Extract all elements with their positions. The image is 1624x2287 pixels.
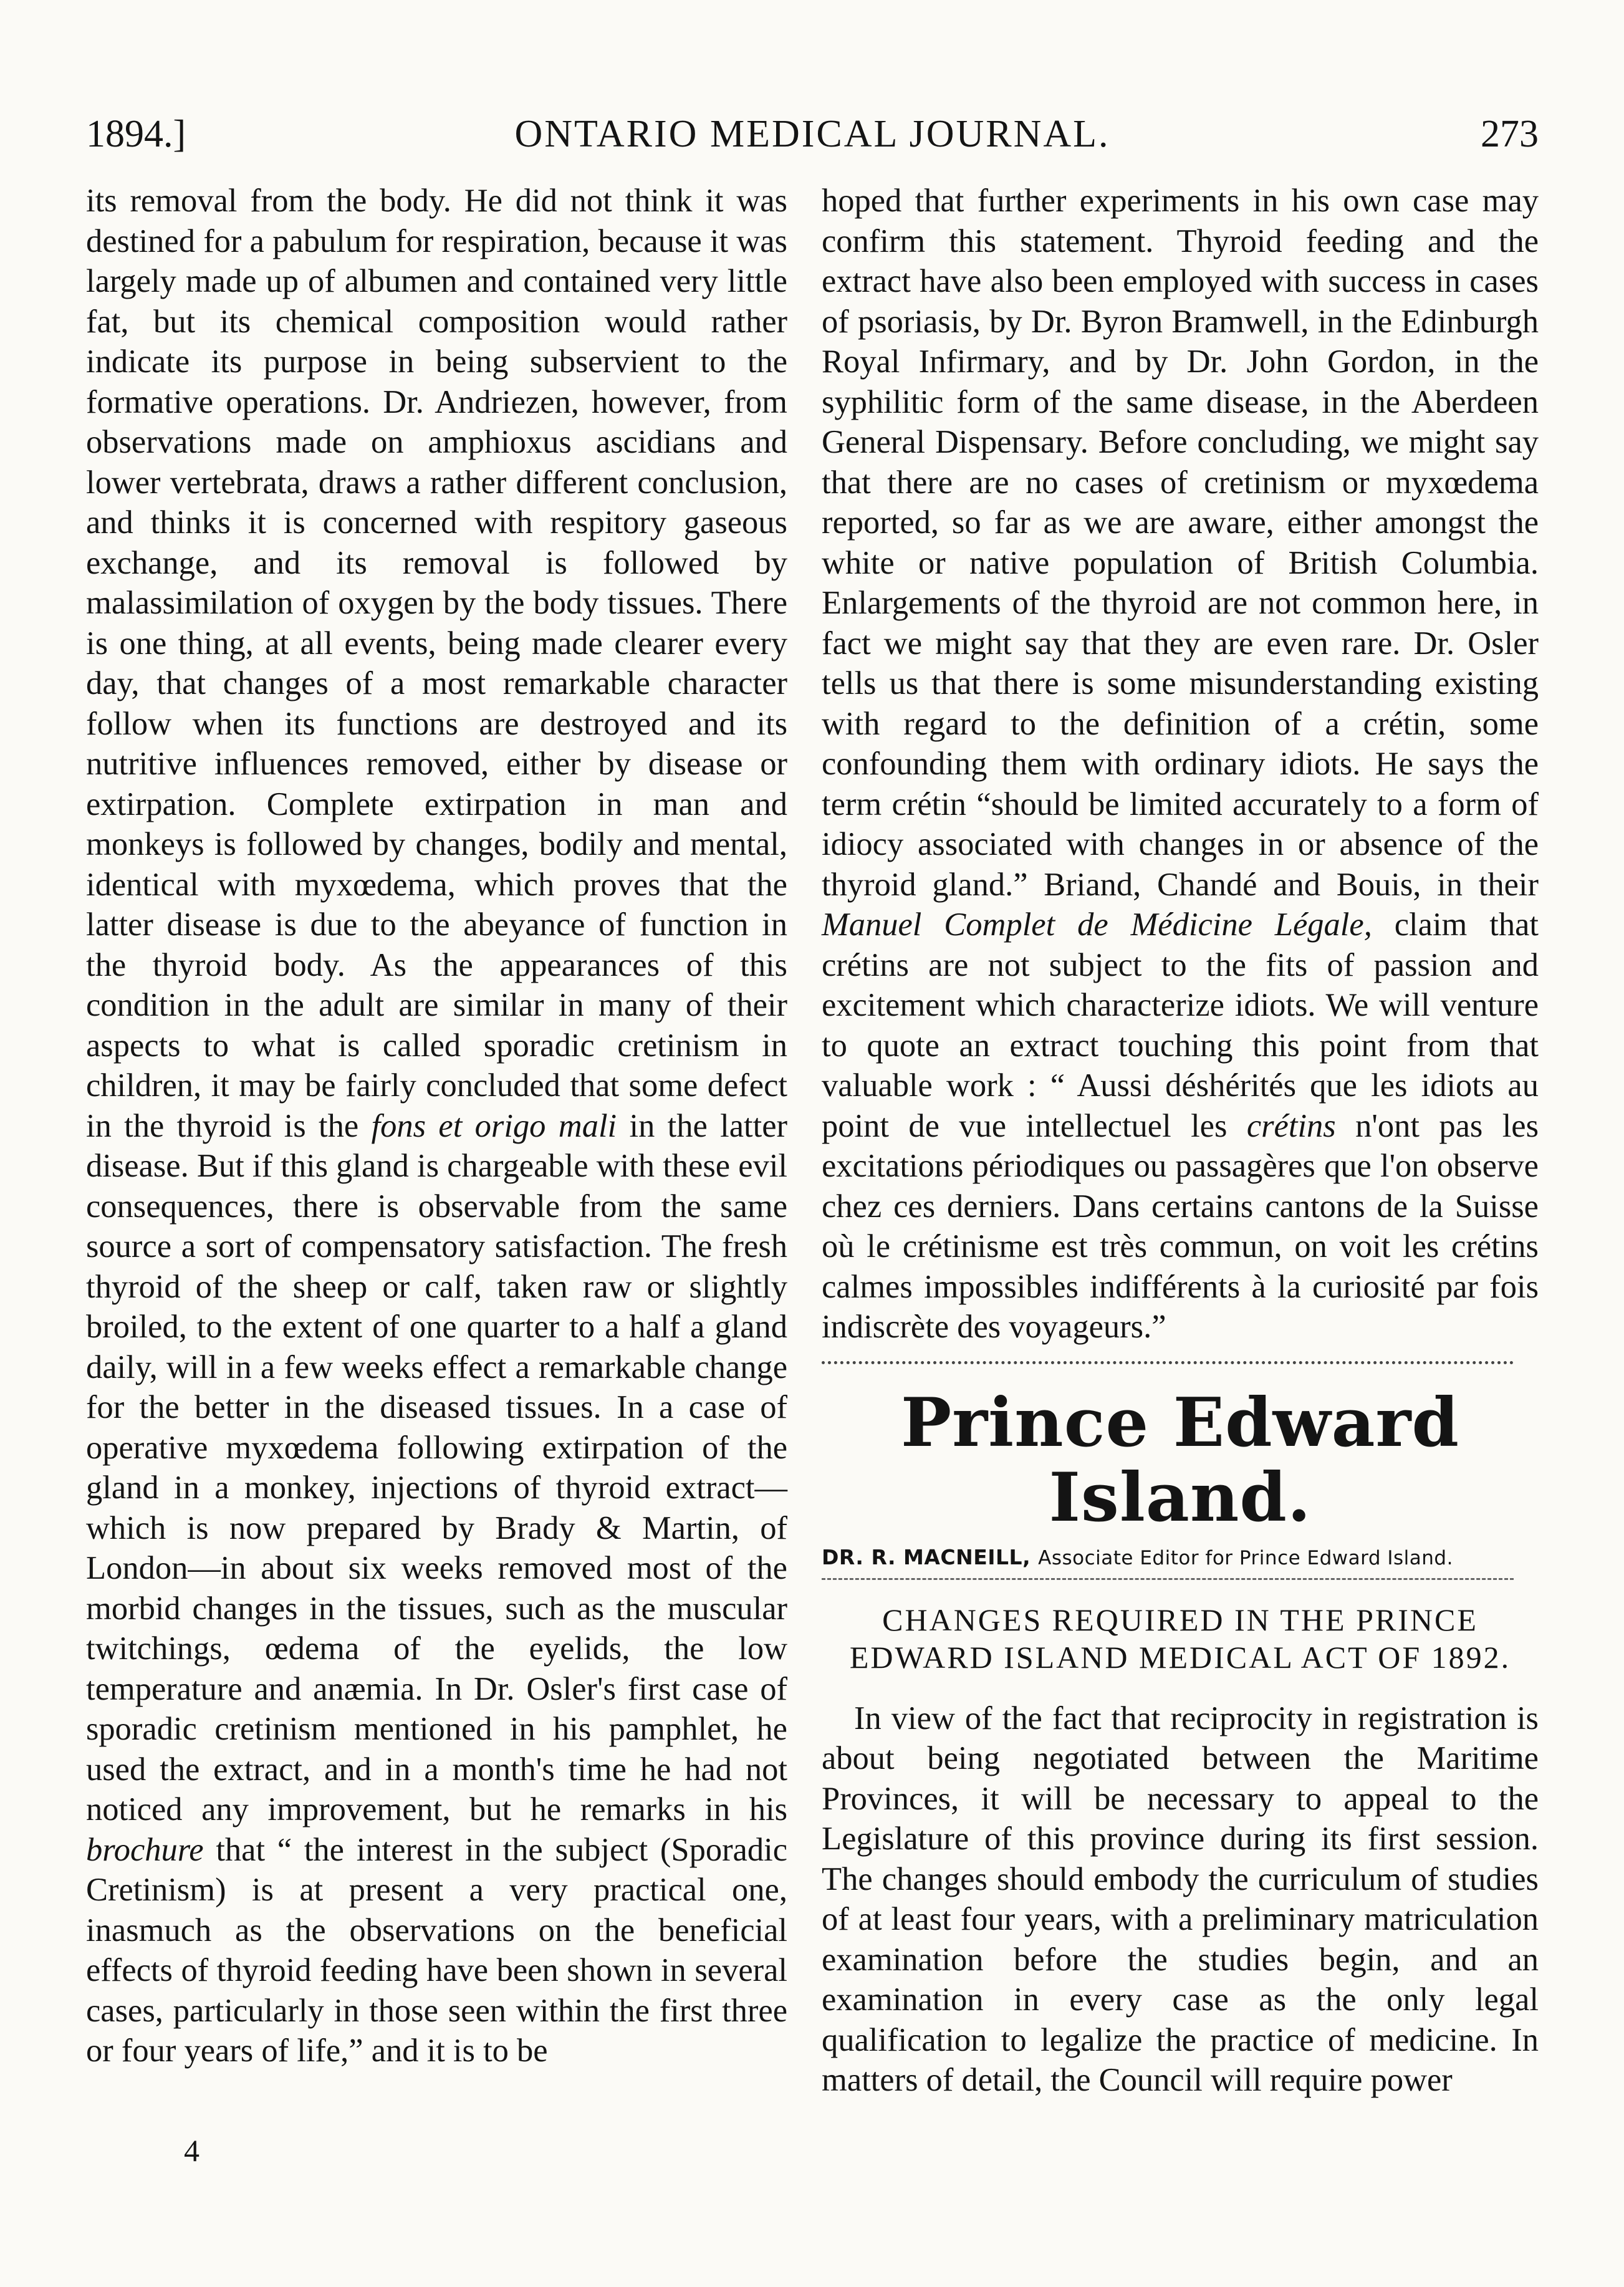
byline-role: Associate Editor for Prince Edward Island.: [1038, 1546, 1453, 1569]
byline-name: DR. R. MACNEILL,: [822, 1544, 1031, 1569]
byline: [822, 1545, 1539, 1569]
left-column: [86, 181, 787, 2071]
article-title: CHANGES REQUIRED IN THE PRINCE EDWARD ISLAND MEDICAL ACT OF 1892.: [849, 1602, 1511, 1675]
left-text-c: that “ the interest in the subject (Sporadic Cretinism) is at present a very practical one, inasmuch as the observations on the beneficial effects of thyroid feeding have been shown in several cases, particularly in those seen within the first three or four years of life,” and it is to be: [86, 1831, 787, 2069]
folio-mark: 4: [184, 2133, 199, 2168]
journal-title: ONTARIO MEDICAL JOURNAL.: [514, 113, 1110, 155]
left-text-b: in the latter disease. But if this gland is chargeable with these evil consequences, there is observable from the same source a sort of compensatory satisfaction. The fresh thyroid of the sheep or calf, taken raw or slightly broiled, to the extent of one quarter to a half a gland daily, will in a few weeks effect a remarkable change for the better in the diseased tissues. In a case of operative myxœdema following extirpation of the gland in a monkey, injections of thyroid extract—which is now prepared by Brady & Martin, of London—in about six weeks removed most of the morbid changes in the tissues, such as the muscular twitchings, œdema of the eyelids, the low temperature and anæmia. In Dr. Osler's first case of sporadic cretinism mentioned in his pamphlet, he used the extract, and in a month's time he had not noticed any improvement, but he remarks in his: [86, 1107, 788, 1827]
right-text-c: n'ont pas les excitations périodiques ou passagères que l'on observe chez ces derniers. Dans certains cantons de la Suisse où le crétinisme est très commun, on voit les crétins calmes impossibles indifférents à la curiosité par fois indiscrète des voyageurs.”: [822, 1107, 1539, 1345]
right-text-b: claim that crétins are not subject to the fits of passion and excitement which characterize idiots. We will venture to quote an extract touching this point from that valuable work : “ Aussi déshérités que les idiots au point de vue intellectuel les: [822, 907, 1539, 1144]
running-header: [86, 112, 1539, 168]
byline-divider: [822, 1578, 1514, 1580]
right-text-a: hoped that further experiments in his own case may confirm this statement. Thyroid feeding and the extract have also been employed with success in cases of psoriasis, by Dr. Byron Bramwell, in the Edinburgh Royal Infirmary, and by Dr. John Gordon, in the syphilitic form of the same disease, in the Aberdeen General Dispensary. Before concluding, we might say that there are no cases of cretinism or myxœdema reported, so far as we are aware, either amongst the white or native population of British Columbia. Enlargements of the thyroid are not common here, in fact we might say that they are even rare. Dr. Osler tells us that there is some misunderstanding existing with regard to the definition of a crétin, some confounding them with ordinary idiots. He says the term crétin “should be limited accurately to a form of idiocy associated with changes in or absence of the thyroid gland.” Briand, Chandé and Bouis, in their: [822, 183, 1539, 903]
left-paragraph: [86, 181, 787, 2071]
left-text-a: its removal from the body. He did not think it was destined for a pabulum for respiration, because it was largely made up of albumen and contained very little fat, but its chemical composition would rather indicate its purpose in being subservient to the formative operations. Dr. Andriezen, however, from observations made on amphioxus ascidians and lower vertebrata, draws a rather different conclusion, and thinks it is concerned with respitory gaseous exchange, and its removal is followed by malassimilation of oxygen by the body tissues. There is one thing, at all events, being made clearer every day, that changes of a most remarkable character follow when its functions are destroyed and its nutritive influences removed, either by disease or extirpation. Complete extirpation in man and monkeys is followed by changes, bodily and mental, identical with myxœdema, which proves that the latter disease is due to the abeyance of function in the thyroid body. As the appearances of this condition in the adult are similar in many of their aspects to what is called sporadic cretinism in children, it may be fairly concluded that some defect in the thyroid is the: [86, 183, 787, 1144]
right-paragraph-2: In view of the fact that reciprocity in registration is about being negotiated between the Maritime Provinces, it will be necessary to appeal to the Legislature of this province during its first session. The changes should embody the curriculum of studies of at least four years, with a preliminary matriculation examination before the studies begin, and an examination in every case as the only legal qualification to legalize the practice of medicine. In matters of detail, the Council will require power: [822, 1700, 1539, 2098]
right-paragraph-1: [822, 181, 1539, 1347]
right-column: [822, 181, 1539, 2101]
header-year: 1894.]: [86, 113, 186, 155]
page-number: 273: [1481, 113, 1539, 155]
right-italic-word: crétins: [1246, 1107, 1336, 1144]
section-title: Prince Edward Island.: [901, 1383, 1459, 1537]
left-italic-phrase-2: brochure: [86, 1831, 204, 1868]
section-divider: [822, 1361, 1514, 1364]
right-italic-book-title: Manuel Complet de Médicine Légale,: [822, 907, 1372, 943]
left-italic-phrase-1: fons et origo mali: [371, 1107, 617, 1144]
